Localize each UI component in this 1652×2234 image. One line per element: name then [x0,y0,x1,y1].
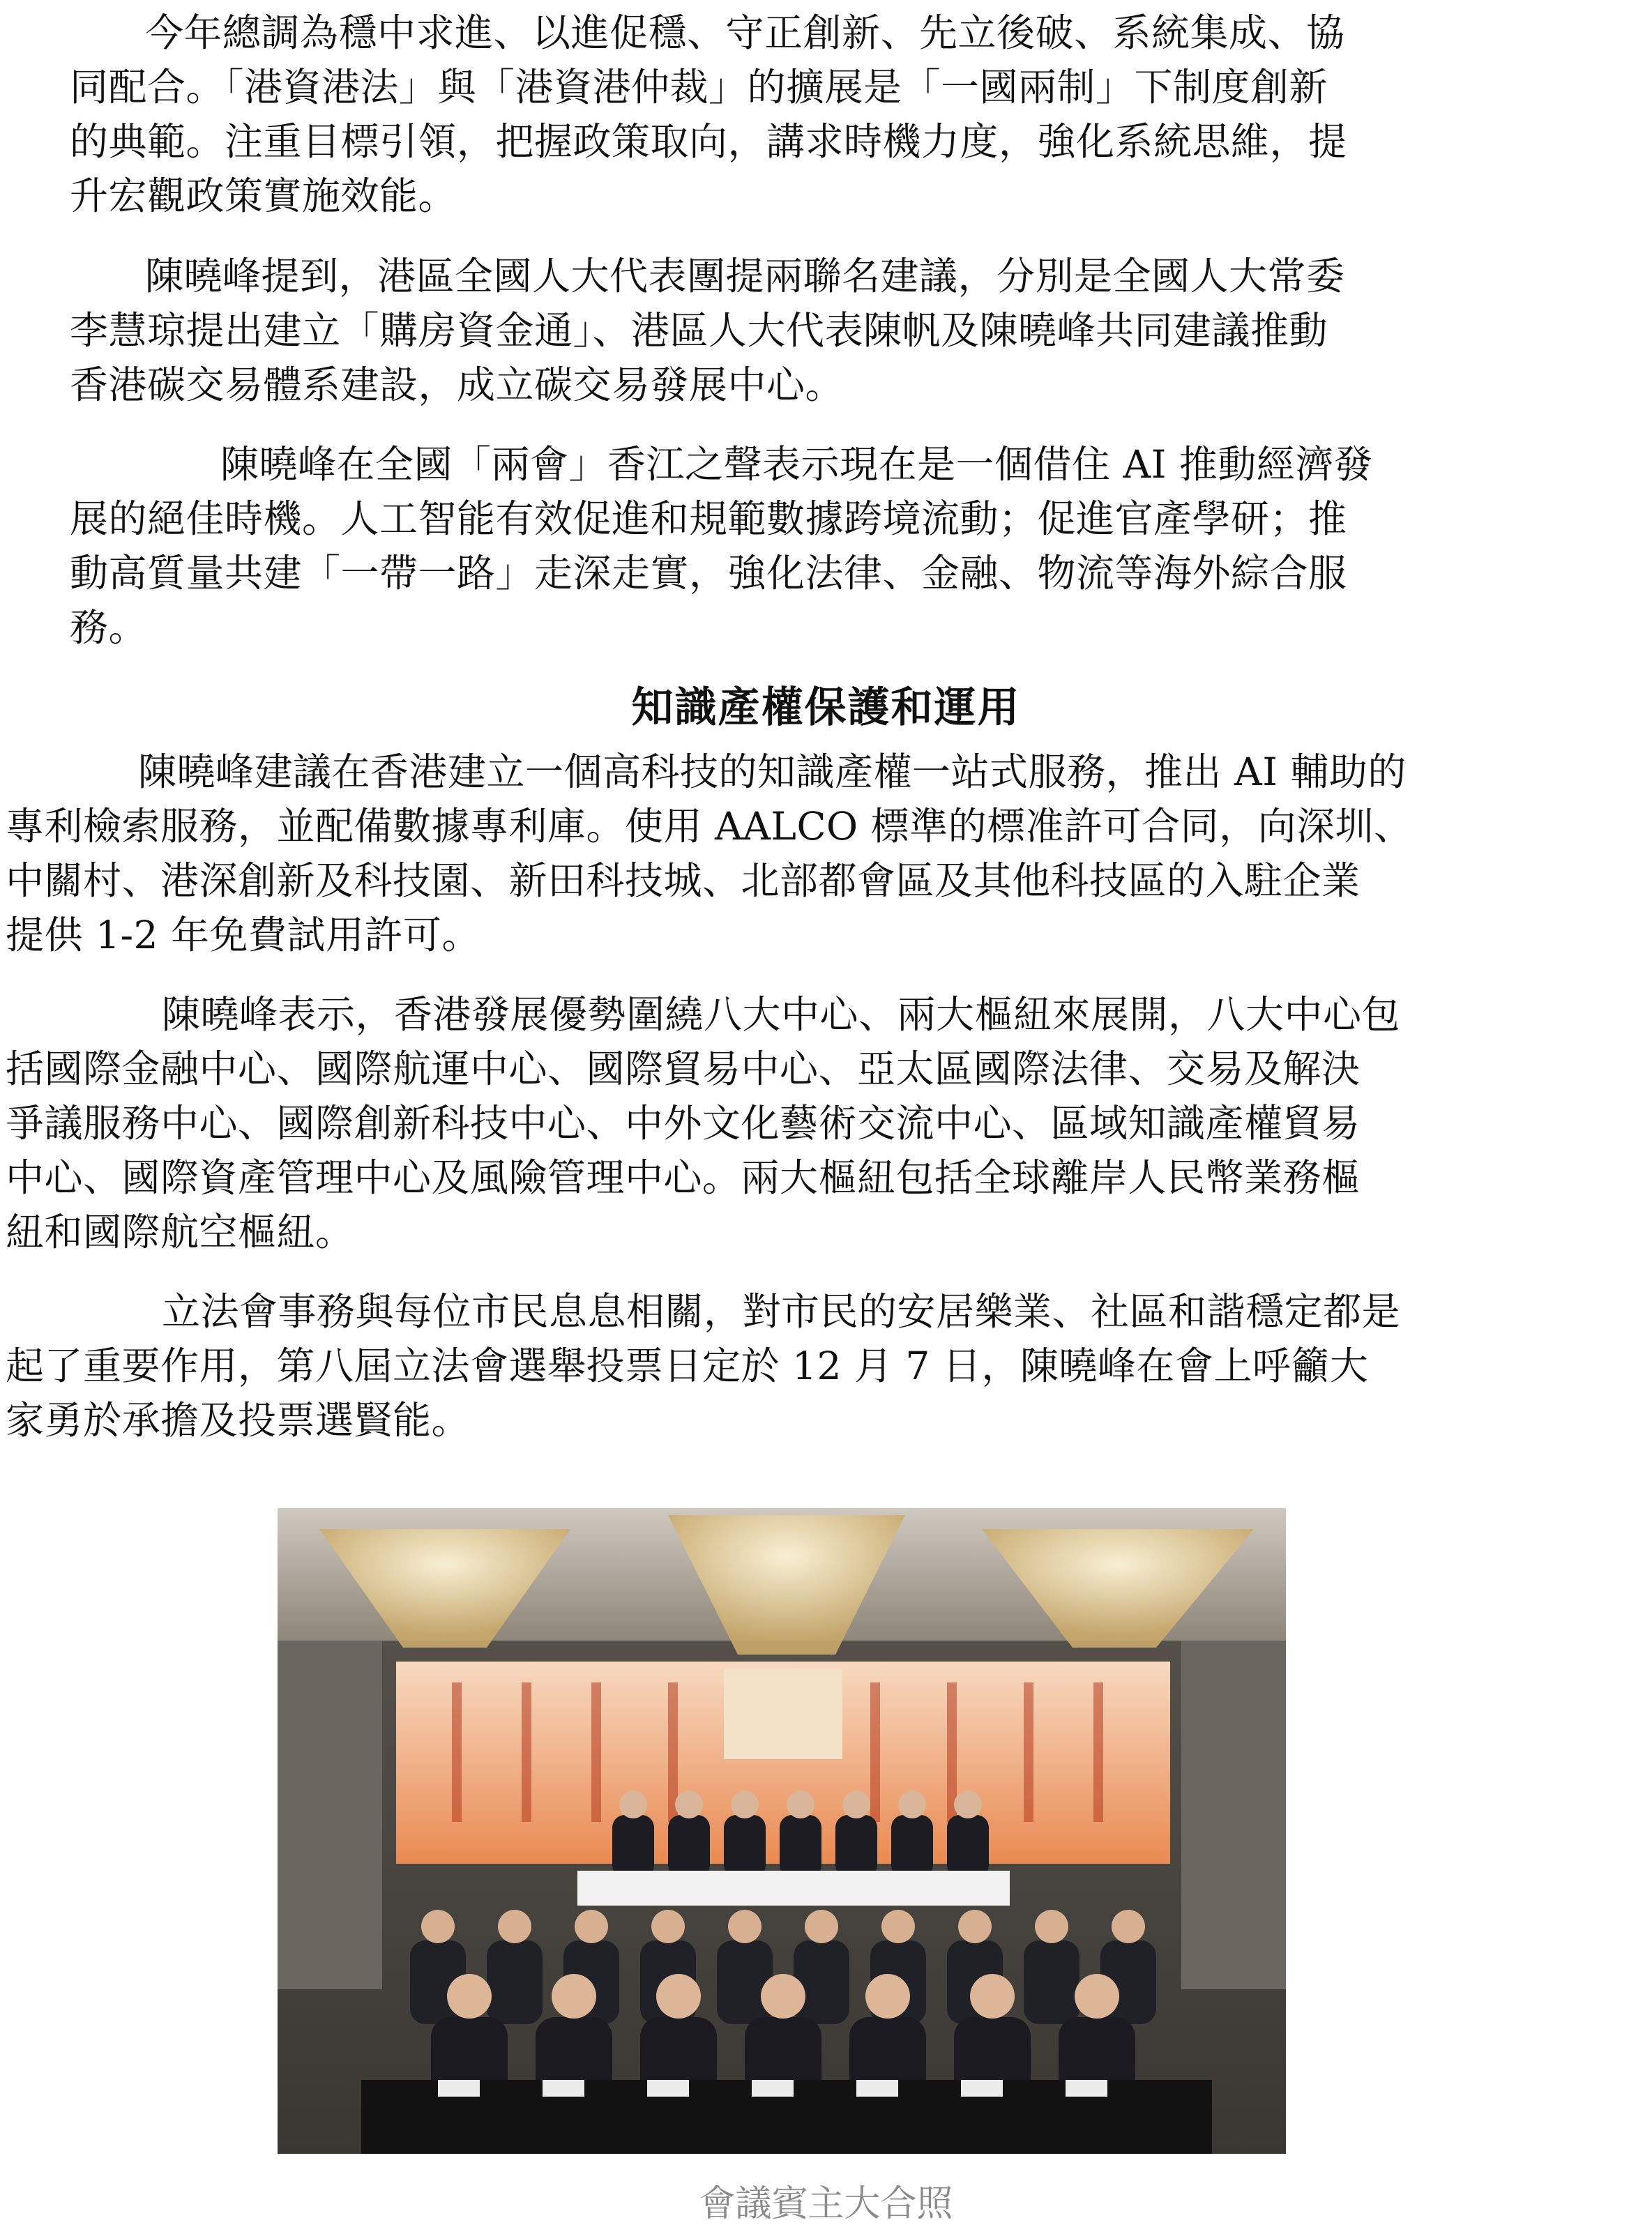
paragraph-2-line-3: 香港碳交易體系建設，成立碳交易發展中心。 [70,363,844,407]
paragraph-4-line-4: 提供 1-2 年免費試用許可。 [6,913,481,957]
paragraph-5-line-3: 爭議服務中心、國際創新科技中心、中外文化藝術交流中心、區域知識產權貿易 [6,1101,1361,1146]
paragraph-5-line-4: 中心、國際資產管理中心及風險管理中心。兩大樞紐包括全球離岸人民幣業務樞 [6,1155,1361,1200]
photo-caption: 會議賓主大合照 [699,2183,953,2225]
paragraph-6-line-3: 家勇於承擔及投票選賢能。 [6,1398,471,1443]
paragraph-1-line-1: 今年總調為穩中求進、以進促穩、守正創新、先立後破、系統集成、協 [145,10,1345,55]
paragraph-3-line-3: 動高質量共建「一帶一路」走深走實，強化法律、金融、物流等海外綜合服 [70,551,1347,595]
paragraph-2-line-2: 李慧琼提出建立「購房資金通」、港區人大代表陳帆及陳曉峰共同建議推動 [70,308,1328,353]
paragraph-1-line-2: 同配合。「港資港法」與「港資港仲裁」的擴展是「一國兩制」下制度創新 [70,65,1328,109]
paragraph-3-line-1: 陳曉峰在全國「兩會」香江之聲表示現在是一個借住 AI 推動經濟發 [220,442,1373,487]
paragraph-2-line-1: 陳曉峰提到，港區全國人大代表團提兩聯名建議，分別是全國人大常委 [145,254,1345,298]
paragraph-3-line-4: 務。 [70,605,148,650]
paragraph-5-line-1: 陳曉峰表示，香港發展優勢圍繞八大中心、兩大樞紐來展開，八大中心包 [162,992,1401,1037]
paragraph-5-line-2: 括國際金融中心、國際航運中心、國際貿易中心、亞太區國際法律、交易及解決 [6,1047,1361,1091]
paragraph-6-line-2: 起了重要作用，第八屆立法會選舉投票日定於 12 月 7 日，陳曉峰在會上呼籲大 [6,1344,1369,1388]
paragraph-1-line-3: 的典範。注重目標引領，把握政策取向，講求時機力度，強化系統思維，提 [70,119,1347,164]
paragraph-1-line-4: 升宏觀政策實施效能。 [70,174,457,218]
paragraph-6-line-1: 立法會事務與每位市民息息相關，對市民的安居樂業、社區和諧穩定都是 [162,1289,1401,1334]
paragraph-4-line-2: 專利檢索服務，並配備數據專利庫。使用 AALCO 標準的標准許可合同，向深圳、 [6,804,1413,849]
paragraph-4-line-3: 中關村、港深創新及科技園、新田科技城、北部都會區及其他科技區的入駐企業 [6,858,1361,903]
section-heading: 知識產權保護和運用 [631,683,1021,732]
paragraph-4-line-1: 陳曉峰建議在香港建立一個高科技的知識產權一站式服務，推出 AI 輔助的 [138,750,1407,794]
group-photo-icon [278,1508,1286,2154]
paragraph-5-line-5: 紐和國際航空樞紐。 [6,1210,354,1254]
paragraph-3-line-2: 展的絕佳時機。人工智能有效促進和規範數據跨境流動；促進官產學研；推 [70,496,1347,541]
group-photo [278,1508,1286,2154]
